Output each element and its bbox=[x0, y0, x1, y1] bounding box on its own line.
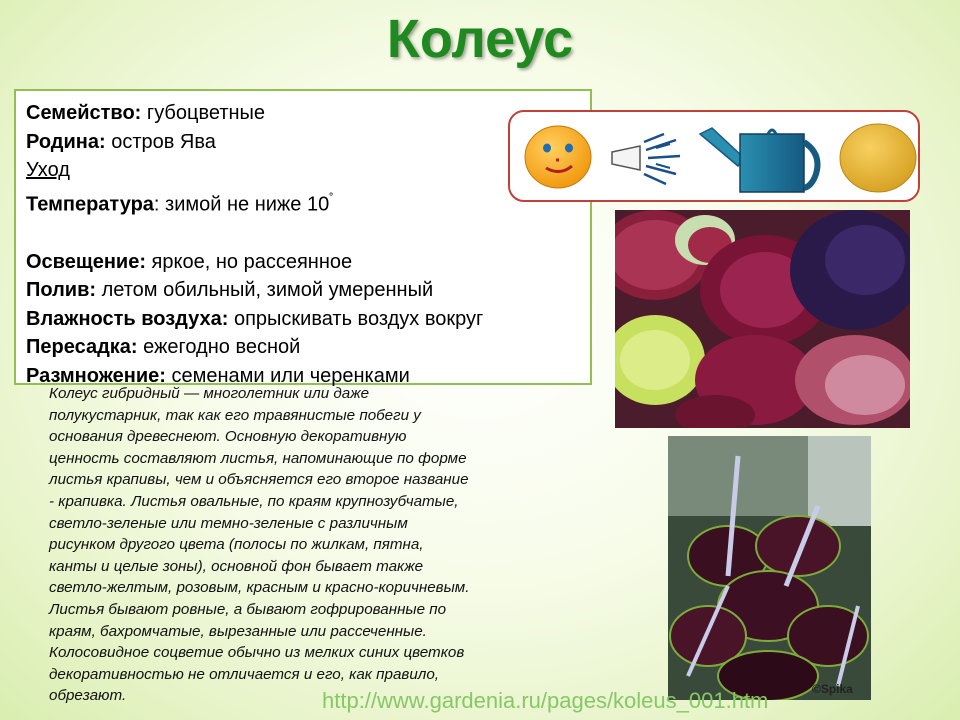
description-line: рисунком другого цвета (полосы по жилкам, пятна, bbox=[49, 536, 424, 554]
spray-bottle-icon bbox=[608, 128, 692, 188]
coleus-bed-photo bbox=[615, 210, 910, 428]
propagation-row: Размножение: семенами или черенками bbox=[26, 365, 410, 387]
light-row: Освещение: яркое, но рассеянное bbox=[26, 250, 353, 273]
golden-circle-icon bbox=[838, 122, 918, 194]
care-icons-bar bbox=[508, 110, 920, 202]
description-line: листья крапивы, чем и объясняется его второе название bbox=[49, 471, 469, 489]
description-line: ценность составляют листья, напоминающие по форме bbox=[49, 449, 467, 467]
coleus-flower-photo bbox=[668, 436, 871, 700]
description-line: Листья бывают ровные, а бывают гофрированные по bbox=[49, 600, 447, 618]
description-line: полукустарник, так как его травянистые побеги у bbox=[49, 406, 421, 424]
description-line: Колосовидное соцветие обычно из мелких синих цветков bbox=[49, 644, 465, 662]
description-line: канты и целые зоны), основной фон бывает также bbox=[49, 557, 424, 575]
description-line: Колеус гибридный — многолетник или даже bbox=[49, 385, 370, 402]
source-url-link[interactable]: http://www.gardenia.ru/pages/koleus_001.htm bbox=[322, 688, 769, 713]
description-line: декоративностью не отличается и его, как правило, bbox=[49, 665, 440, 683]
copyright-mark: ©Spika bbox=[812, 682, 853, 696]
care-heading: Уход bbox=[26, 159, 70, 182]
description-line: светло-зеленые или темно-зеленые с различным bbox=[49, 514, 408, 532]
watering-can-icon bbox=[698, 124, 824, 196]
humidity-row: Влажность воздуха: опрыскивать воздух вокруг bbox=[26, 307, 484, 330]
plant-info-box bbox=[14, 89, 592, 385]
temperature-row: Температура: зимой не ниже 10˚ bbox=[26, 190, 334, 216]
description-line: светло-желтым, розовым, красным и красно-коричневым. bbox=[49, 579, 470, 597]
description-text bbox=[49, 383, 589, 707]
watering-row: Полив: летом обильный, зимой умеренный bbox=[26, 279, 434, 302]
homeland-row: Родина: остров Ява bbox=[26, 130, 216, 153]
family-row: Семейство: губоцветные bbox=[26, 102, 266, 124]
smiley-sun-icon bbox=[522, 124, 594, 190]
description-line: обрезают. bbox=[49, 687, 127, 705]
repotting-row: Пересадка: ежегодно весной bbox=[26, 336, 301, 359]
page-title: Колеус bbox=[386, 9, 574, 69]
description-line: - крапивка. Листья овальные, по краям крупнозубчатые, bbox=[49, 492, 459, 510]
description-line: краям, бахромчатые, вырезанные или рассеченные. bbox=[49, 622, 427, 640]
description-line: основания древеснеют. Основную декоративную bbox=[49, 428, 407, 446]
